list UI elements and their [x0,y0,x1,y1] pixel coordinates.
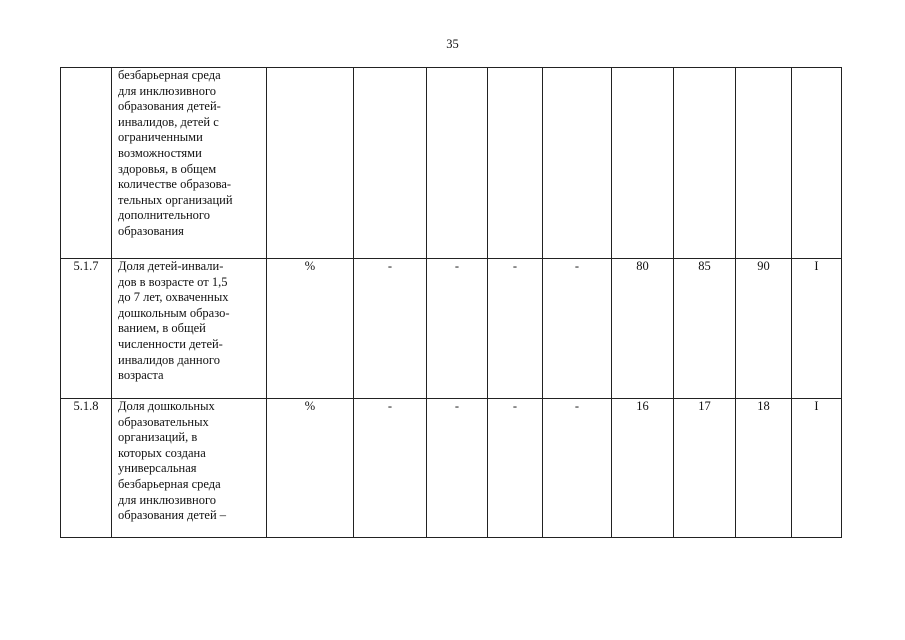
description-line: безбарьерная среда [118,476,221,491]
row-unit-cell [267,68,354,259]
row-value-cell [543,68,612,259]
row-description-cell [112,399,267,538]
description-line: ванием, в общей [118,321,206,336]
row-value-cell: - [354,399,427,538]
description-line: Доля детей-инвали- [118,259,224,273]
row-value-cell: 16 [612,399,674,538]
description-line: до 7 лет, охваченных [118,290,229,305]
row-value-cell: - [427,399,488,538]
table-row [61,68,842,259]
description-line: универсальная [118,461,197,476]
description-line: для инклюзивного [118,492,217,507]
row-code-cell: 5.1.8 [61,399,112,538]
description-line: инвалидов данного [118,352,220,367]
row-category-cell [792,68,842,259]
row-value-cell: - [543,259,612,399]
description-line: которых создана [118,445,206,460]
row-unit-cell: % [267,399,354,538]
row-value-cell: 18 [736,399,792,538]
row-value-cell [488,68,543,259]
row-value-cell: - [427,259,488,399]
description-line: безбарьерная среда [118,68,221,82]
description-line: здоровья, в общем [118,161,217,176]
description-line: тельных организаций [118,192,233,207]
description-line: дошкольным образо- [118,305,230,320]
description-line: ограниченными [118,130,203,145]
row-value-cell: - [354,259,427,399]
description-line: возможностями [118,145,202,160]
description-line: количестве образова- [118,177,232,192]
table-row [61,399,842,538]
description-line: возраста [118,368,164,383]
table-row [61,259,842,399]
row-value-cell: 80 [612,259,674,399]
row-value-cell [612,68,674,259]
row-code-cell: 5.1.7 [61,259,112,399]
row-value-cell: 17 [674,399,736,538]
row-value-cell [427,68,488,259]
description-line: образовательных [118,414,209,429]
description-line: Доля дошкольных [118,399,215,413]
row-value-cell: 90 [736,259,792,399]
description-line: образования [118,223,184,238]
row-value-cell [736,68,792,259]
description-line: инвалидов, детей с [118,114,219,129]
description-line: дополнительного [118,208,210,223]
row-code-cell [61,68,112,259]
table-body [61,68,842,538]
indicators-table [60,67,842,538]
row-description-cell [112,259,267,399]
description-line: дов в возрасте от 1,5 [118,274,228,289]
row-description-cell [112,68,267,259]
row-value-cell: - [488,399,543,538]
description-line: образования детей- [118,99,221,114]
row-unit-cell: % [267,259,354,399]
row-value-cell: 85 [674,259,736,399]
row-category-cell: I [792,259,842,399]
row-value-cell: - [488,259,543,399]
description-line: организаций, в [118,430,198,445]
row-value-cell [354,68,427,259]
row-category-cell: I [792,399,842,538]
description-line: численности детей- [118,336,223,351]
page-number: 35 [446,37,459,51]
description-line: образования детей – [118,508,227,523]
row-value-cell [674,68,736,259]
row-value-cell: - [543,399,612,538]
description-line: для инклюзивного [118,83,217,98]
